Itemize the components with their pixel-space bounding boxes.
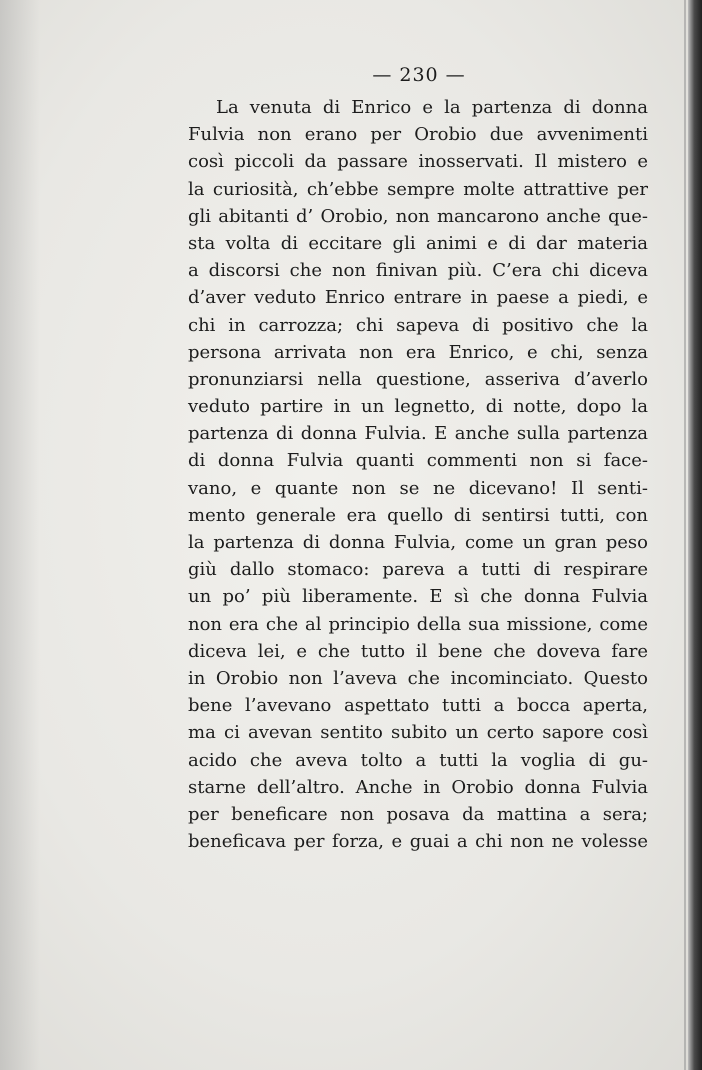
- text-line: La venuta di Enrico e la partenza di donna: [216, 97, 648, 118]
- page-gutter-shadow: [0, 0, 40, 1070]
- text-line: giù dallo stomaco: pareva a tutti di respirare: [188, 559, 648, 581]
- text-line: chi in carrozza; chi sapeva di positivo che la: [188, 314, 648, 336]
- text-line: bene l’avevano aspettato tutti a bocca aperta,: [188, 695, 648, 717]
- text-line: veduto partire in un legnetto, di notte, dopo la: [188, 396, 648, 418]
- text-line: acido che aveva tolto a tutti la voglia di gu-: [188, 749, 648, 771]
- text-line: per beneficare non posava da mattina a sera;: [188, 803, 648, 825]
- text-line: non era che al principio della sua missione, come: [188, 613, 648, 635]
- text-line: la partenza di donna Fulvia, come un gran peso: [188, 532, 648, 553]
- page-number: — 230 —: [372, 64, 466, 86]
- text-line: partenza di donna Fulvia. E anche sulla partenza: [188, 423, 648, 445]
- text-line: Fulvia non erano per Orobio due avvenimenti: [188, 124, 648, 146]
- body-text: [188, 94, 648, 855]
- text-line: così piccoli da passare inosservati. Il mistero e: [188, 151, 648, 173]
- page-edge-line: [684, 0, 686, 1070]
- text-line: un po’ più liberamente. E sì che donna Fulvia: [188, 586, 648, 608]
- text-line: beneficava per forza, e guai a chi non ne volesse: [188, 831, 648, 853]
- text-line: di donna Fulvia quanti commenti non si face-: [188, 450, 648, 472]
- page-edge-shadow: [688, 0, 702, 1070]
- text-line: la curiosità, ch’ebbe sempre molte attrattive per: [188, 178, 648, 200]
- text-line: ma ci avevan sentito subito un certo sapore così: [188, 722, 648, 744]
- text-line: gli abitanti d’ Orobio, non mancarono anche que-: [188, 205, 648, 227]
- text-line: starne dell’altro. Anche in Orobio donna Fulvia: [188, 776, 648, 798]
- text-line: d’aver veduto Enrico entrare in paese a piedi, e: [188, 287, 648, 309]
- text-line: sta volta di eccitare gli animi e di dar materia: [188, 232, 648, 254]
- text-line: persona arrivata non era Enrico, e chi, senza: [188, 341, 648, 363]
- text-line: a discorsi che non finivan più. C’era chi diceva: [188, 260, 648, 282]
- text-line: pronunziarsi nella questione, asseriva d’averlo: [188, 368, 648, 390]
- text-line: diceva lei, e che tutto il bene che doveva fare: [188, 640, 648, 662]
- text-line: vano, e quante non se ne dicevano! Il senti-: [188, 477, 648, 499]
- text-line: in Orobio non l’aveva che incominciato. Questo: [188, 667, 648, 689]
- text-line: mento generale era quello di sentirsi tutti, con: [188, 504, 648, 526]
